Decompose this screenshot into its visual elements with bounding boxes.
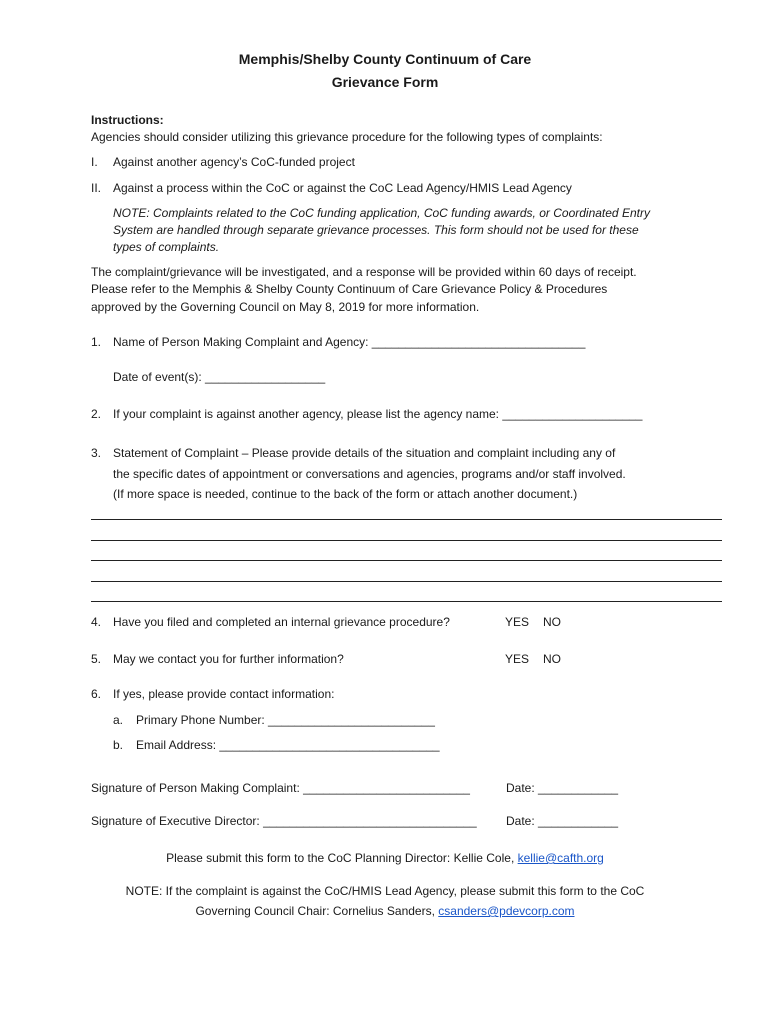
statement-answer-line[interactable] [91, 540, 722, 541]
internal-grievance-no-option[interactable]: NO [543, 615, 561, 629]
instructions-intro: Agencies should consider utilizing this grievance procedure for the following types of complaints: [91, 130, 603, 144]
complainant-name-agency-field[interactable]: Name of Person Making Complaint and Agency: ________________________________ [113, 335, 586, 349]
submit-text: Please submit this form to the CoC Planning Director: Kellie Cole, [166, 851, 518, 865]
statement-answer-line[interactable] [91, 560, 722, 561]
complainant-signature-date-field[interactable]: Date: ____________ [506, 781, 619, 795]
primary-phone-field[interactable]: Primary Phone Number: _________________________ [136, 713, 435, 727]
planning-director-email-link[interactable]: kellie@cafth.org [517, 851, 604, 865]
question-number: 5. [91, 652, 102, 666]
policy-paragraph-line: approved by the Governing Council on May 8, 2019 for more information. [91, 300, 480, 314]
contact-permission-question: May we contact you for further information? [113, 652, 344, 666]
council-chair-email-link[interactable]: csanders@pdevcorp.com [438, 904, 575, 918]
complaint-type-marker: I. [91, 155, 98, 169]
question-number: 2. [91, 407, 102, 421]
sub-item-marker: a. [113, 713, 124, 727]
complainant-signature-field[interactable]: Signature of Person Making Complaint: _________________________ [91, 781, 470, 795]
policy-paragraph-line: Please refer to the Memphis & Shelby County Continuum of Care Grievance Policy & Procedures [91, 282, 608, 296]
internal-grievance-yes-option[interactable]: YES [505, 615, 530, 629]
complaint-type-item: Against a process within the CoC or against the CoC Lead Agency/HMIS Lead Agency [113, 181, 572, 195]
statement-answer-line[interactable] [91, 581, 722, 582]
sub-item-marker: b. [113, 738, 124, 752]
note-line: System are handled through separate grievance processes. This form should not be used for these [113, 223, 639, 237]
email-address-field[interactable]: Email Address: _________________________________ [136, 738, 440, 752]
director-signature-date-field[interactable]: Date: ____________ [506, 814, 619, 828]
event-date-field[interactable]: Date of event(s): __________________ [113, 370, 326, 384]
contact-info-question: If yes, please provide contact information: [113, 687, 335, 701]
note-line: types of complaints. [113, 240, 220, 254]
question-number: 3. [91, 446, 102, 460]
complaint-type-item: Against another agency’s CoC-funded project [113, 155, 355, 169]
question-number: 1. [91, 335, 102, 349]
form-title-line1: Memphis/Shelby County Continuum of Care [238, 51, 532, 67]
statement-instructions-line: Statement of Complaint – Please provide details of the situation and complaint including any of [113, 446, 616, 460]
policy-paragraph-line: The complaint/grievance will be investigated, and a response will be provided within 60 days of receipt. [91, 265, 637, 279]
question-number: 4. [91, 615, 102, 629]
note-line: NOTE: Complaints related to the CoC funding application, CoC funding awards, or Coordinated Entry [113, 206, 650, 220]
contact-permission-yes-option[interactable]: YES [505, 652, 530, 666]
footer-note-line2 [0, 903, 770, 919]
question-number: 6. [91, 687, 102, 701]
statement-answer-line[interactable] [91, 601, 722, 602]
footer-note-text: Governing Council Chair: Cornelius Sanders, [195, 904, 439, 918]
statement-instructions-line: (If more space is needed, continue to the back of the form or attach another document.) [113, 487, 578, 501]
director-signature-field[interactable]: Signature of Executive Director: ________________________________ [91, 814, 477, 828]
form-title-line2: Grievance Form [331, 74, 439, 90]
agency-name-field[interactable]: If your complaint is against another agency, please list the agency name: _____________________ [113, 407, 643, 421]
statement-instructions-line: the specific dates of appointment or conversations and agencies, programs and/or staff involved. [113, 467, 626, 481]
internal-grievance-question: Have you filed and completed an internal grievance procedure? [113, 615, 450, 629]
contact-permission-no-option[interactable]: NO [543, 652, 561, 666]
statement-answer-line[interactable] [91, 519, 722, 520]
submit-instructions [0, 850, 770, 866]
instructions-heading: Instructions: [91, 113, 164, 127]
footer-note-line1: NOTE: If the complaint is against the CoC/HMIS Lead Agency, please submit this form to the CoC [125, 884, 645, 898]
complaint-type-marker: II. [91, 181, 102, 195]
